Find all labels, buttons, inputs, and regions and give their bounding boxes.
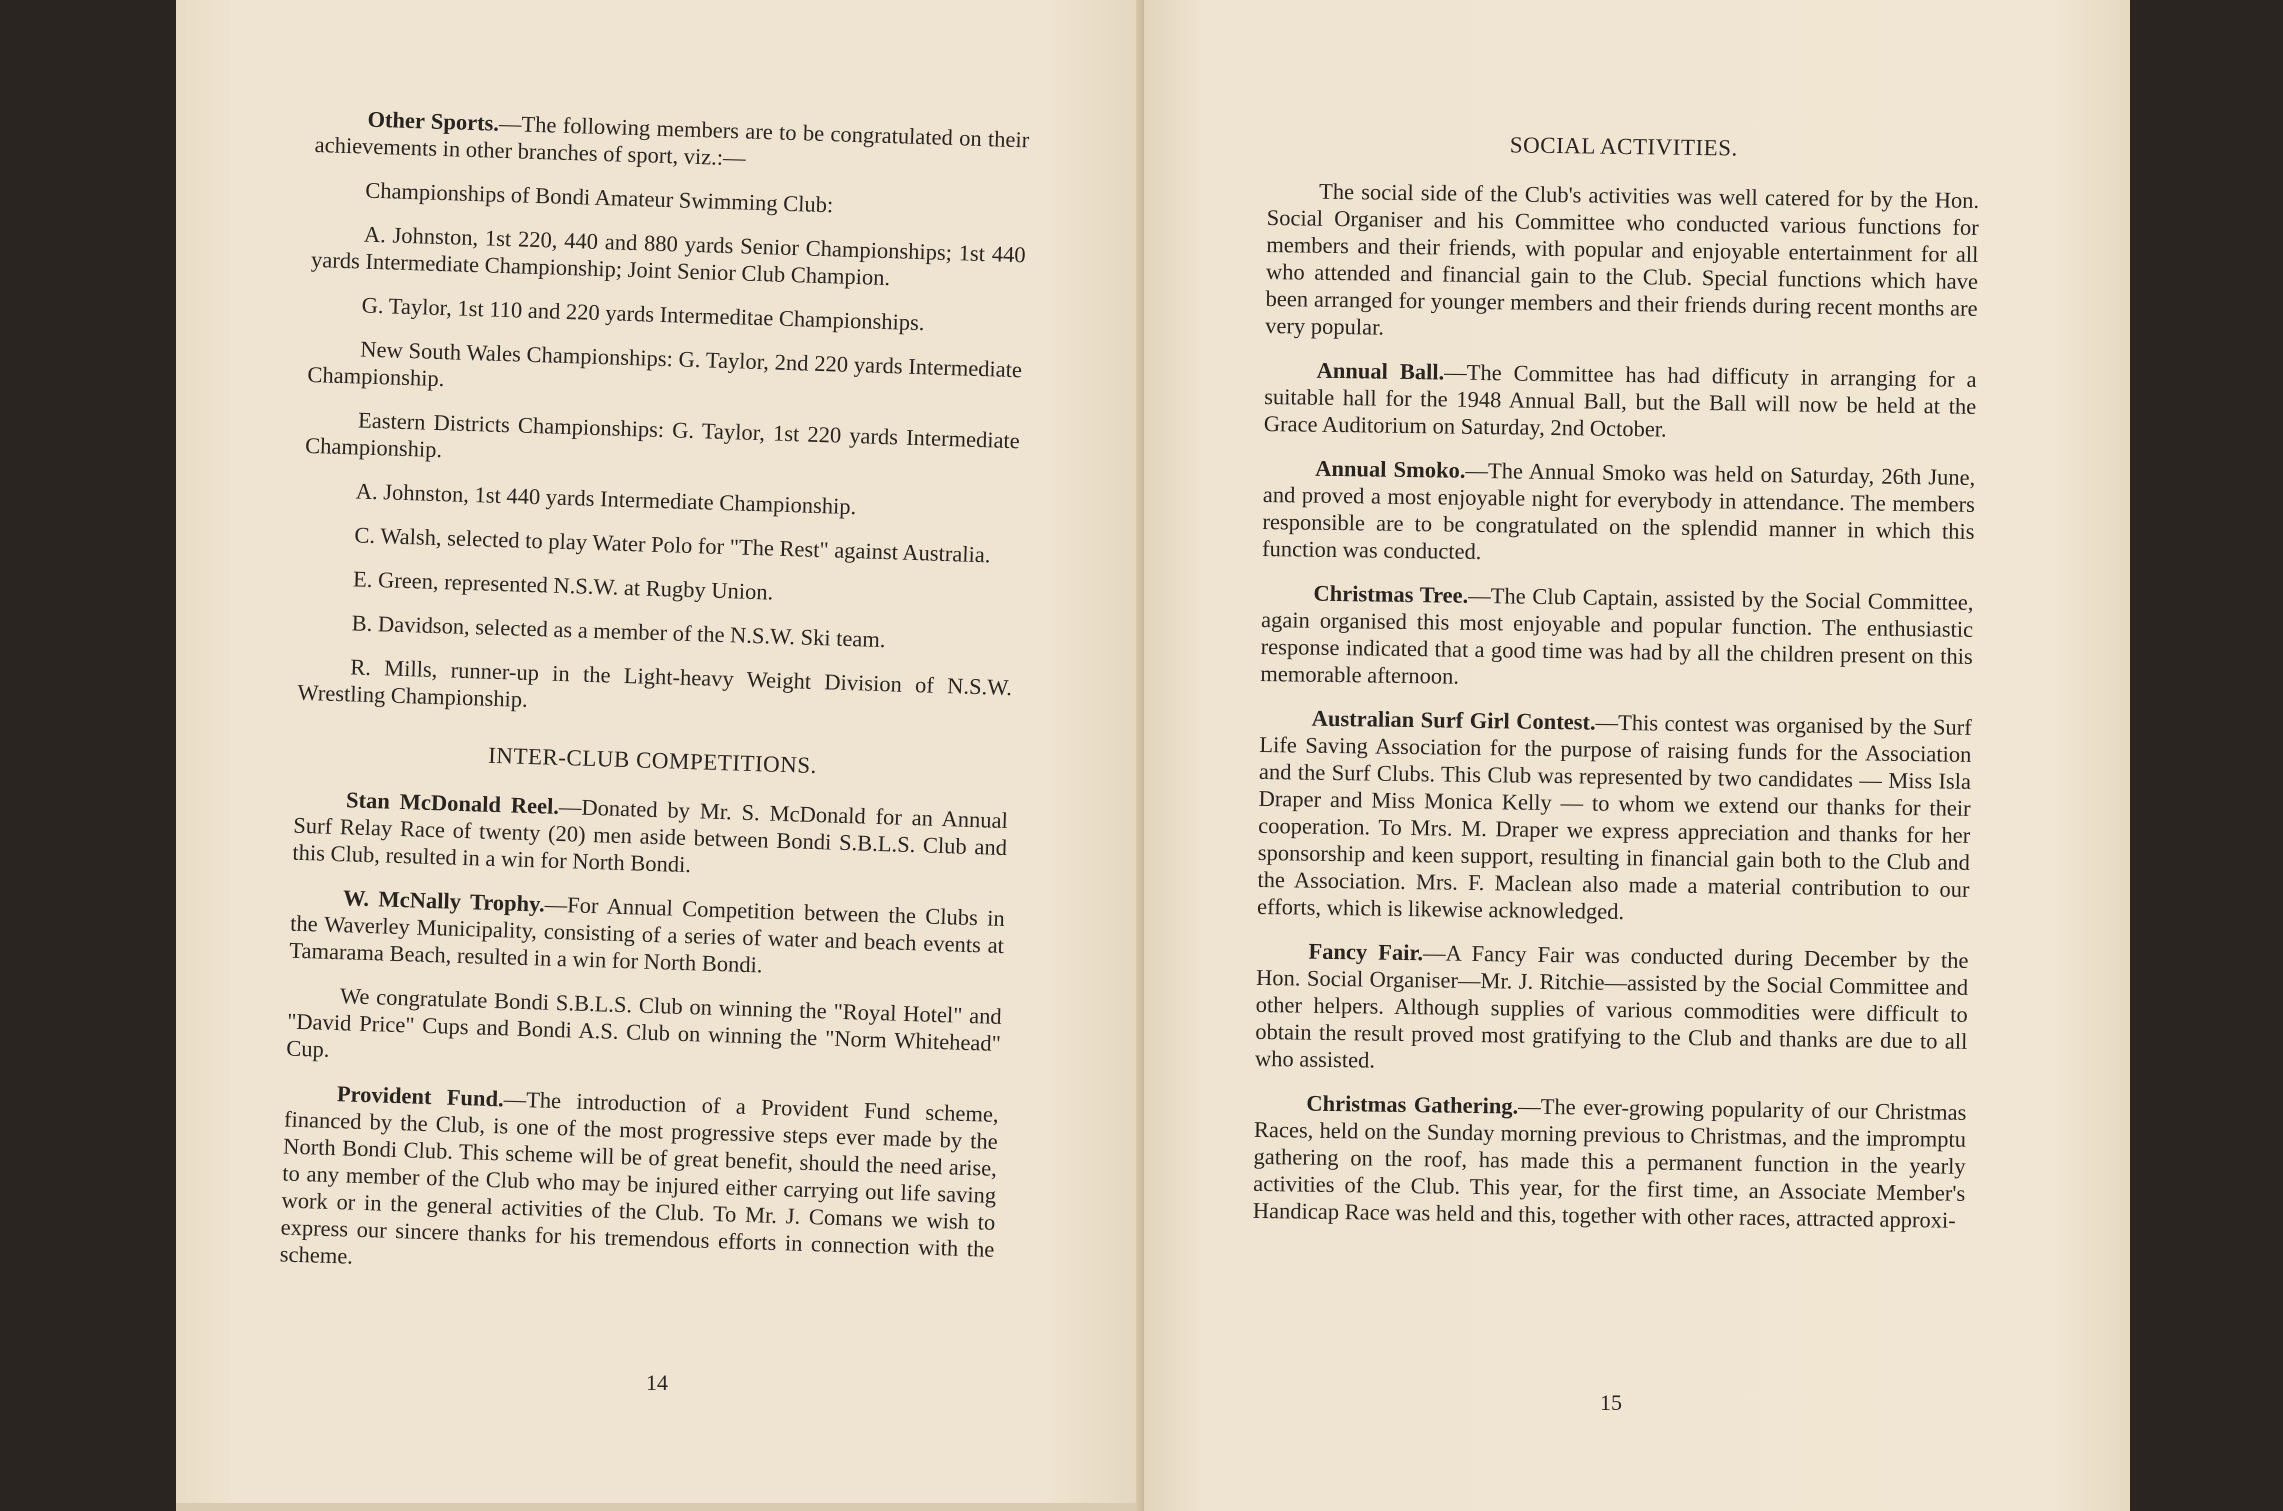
paragraph-heading: Christmas Tree. (1313, 580, 1469, 608)
paragraph-heading: Australian Surf Girl Contest. (1311, 705, 1596, 735)
paragraph-text: —The Committee has had difficuty in arranging for a suitable hall for the 1948 Annual Ball, but the Ball will now be held at the Grace Auditorium on Saturday, 2nd October. (1263, 359, 1977, 442)
paragraph-eastern-districts (305, 405, 1020, 481)
paragraph-mcnally-trophy (289, 883, 1005, 986)
paragraph-fancy-fair (1255, 937, 1969, 1082)
paragraph-surf-girl-contest (1257, 704, 1972, 930)
paragraph-social-intro (1265, 177, 1979, 349)
paragraph-text: B. Davidson, selected as a member of the N.S.W. Ski team. (351, 610, 886, 653)
paragraph-text: —For Annual Competition between the Clubs in the Waverley Municipality, consisting of a series of water and beach events at Tamarama Beach, resulted in a win for North Bondi. (289, 891, 1006, 978)
right-page-text (1252, 128, 1979, 1251)
left-page-text (279, 104, 1030, 1307)
paragraph-text: A. Johnston, 1st 220, 440 and 880 yards Senior Championships; 1st 440 yards Intermediate Championship; Joint Senior Club Champion. (310, 221, 1027, 291)
paragraph-text: The social side of the Club's activities was well catered for by the Hon. Social Organiser and his Committee who conducted various functions for members and their friends, with popular and enjoyable entertainment for all who attended and financial gain to the Club. Special functions which have been arranged for younger members and their friends during recent months are very popular. (1265, 178, 1980, 340)
paragraph-provident-fund (279, 1079, 999, 1290)
right-page (1144, 0, 2130, 1511)
paragraph-other-sports (314, 104, 1029, 180)
paragraph-text: New South Wales Championships: G. Taylor, 2nd 220 yards Intermediate Championship. (307, 336, 1023, 392)
paragraph-text: We congratulate Bondi S.B.L.S. Club on winning the "Royal Hotel" and "David Price" Cups and Bondi A.S. Club on winning the "Norm Whitehead" Cup. (285, 983, 1003, 1062)
paragraph-christmas-tree (1260, 579, 1973, 697)
paragraph-text: Eastern Districts Championships: G. Taylor, 1st 220 yards Intermediate Championship. (304, 407, 1021, 463)
paragraph-annual-smoko (1262, 454, 1975, 572)
page-number: 15 (1600, 1390, 1622, 1415)
paragraph-text: G. Taylor, 1st 110 and 220 yards Intermeditae Championships. (361, 292, 925, 336)
paragraph-davidson-ski (299, 608, 1013, 657)
paragraph-christmas-gathering (1253, 1089, 1967, 1234)
paragraph-text: —The ever-growing popularity of our Christmas Races, held on the Sunday morning previous to Christmas, and the impromptu gathering on the roof, has made this a permanent function in the yearly activities of the Club. This year, for the first time, an Associate Member's Handicap Race was held and this, together with other races, attracted approxi- (1252, 1093, 1967, 1233)
paragraph-heading: Stan McDonald Reel. (345, 787, 560, 819)
paragraph-text: —Donated by Mr. S. McDonald for an Annual Surf Relay Race of twenty (20) men aside between Bondi S.B.L.S. Club and this Club, resulted in a win for North Bondi. (292, 793, 1009, 878)
paragraph-taylor-intermediate (309, 290, 1023, 339)
paragraph-text: —The introduction of a Provident Fund scheme, financed by the Club, is one of the most progressive steps ever made by the North Bondi Club. This scheme will be of great benefit, should the need arise, to any member of the Club who may be injured either carrying out life saving work or in the general activities of the Club. To Mr. J. Comans we wish to express our sincere thanks for his tremendous efforts in connection with the scheme. (279, 1086, 999, 1269)
paragraph-walsh-water-polo (302, 520, 1016, 569)
paragraph-text: —The Club Captain, assisted by the Social Committee, again organised this most enjoyable and popular function. The enthusiastic response indicated that a good time was had by all the children present on this memorable afternoon. (1260, 582, 1974, 689)
paragraph-text: A. Johnston, 1st 440 yards Intermediate Championship. (355, 478, 857, 520)
paragraph-text: E. Green, represented N.S.W. at Rugby Union. (352, 566, 774, 605)
paragraph-johnston-senior (311, 219, 1026, 295)
paragraph-heading: Fancy Fair. (1308, 938, 1424, 966)
paragraph-text: R. Mills, runner-up in the Light-heavy Weight Division of N.S.W. Wrestling Championship. (297, 654, 1013, 712)
paragraph-heading: W. McNally Trophy. (342, 885, 546, 917)
left-page (176, 0, 1144, 1511)
section-title-social-activities: SOCIAL ACTIVITIES. (1509, 132, 1738, 161)
section-title-inter-club: INTER-CLUB COMPETITIONS. (487, 742, 818, 779)
paragraph-mills-wrestling (297, 652, 1012, 728)
paragraph-green-rugby (301, 564, 1015, 613)
paragraph-heading: Other Sports. (367, 106, 500, 136)
paragraph-nsw-championships (307, 334, 1022, 410)
paragraph-text: C. Walsh, selected to play Water Polo for "The Rest" against Australia. (354, 522, 991, 568)
paragraph-heading: Annual Ball. (1316, 357, 1445, 385)
paragraph-heading: Provident Fund. (336, 1081, 505, 1112)
paragraph-johnston-440 (303, 476, 1017, 525)
paragraph-text: —The following members are to be congratulated on their achievements in other branches of sport, viz.:— (314, 110, 1030, 171)
paragraph-text: —The Annual Smoko was held on Saturday, 26th June, and proved a most enjoyable night for everybody in attendance. The members responsible are to be congratulated on the splendid manner in which this function was conducted. (1261, 457, 1976, 565)
page-number: 14 (646, 1370, 668, 1395)
paragraph-championships-bondi (313, 175, 1027, 224)
paragraph-annual-ball (1264, 356, 1977, 447)
paragraph-heading: Annual Smoko. (1315, 455, 1466, 483)
paragraph-congratulate-bondi (286, 981, 1002, 1084)
paragraph-text: Championships of Bondi Amateur Swimming Club: (364, 177, 834, 218)
paragraph-mcdonald-reel (292, 785, 1008, 888)
paragraph-text: —A Fancy Fair was conducted during December by the Hon. Social Organiser—Mr. J. Ritchie—assisted by the Social Committee and other helpers. Although supplies of various commodities were difficult to obtain the result proved most gratifying to the Club and thanks are due to all who assisted. (1254, 940, 1969, 1073)
paragraph-heading: Christmas Gathering. (1306, 1090, 1519, 1119)
paragraph-text: —This contest was organised by the Surf Life Saving Association for the purpose of raising funds for the Association and the Surf Clubs. This Club was represented by two candidates — Miss Isla Draper and Miss Monica Kelly — to whom we extend our thanks for their cooperation. To Mrs. M. Draper we express appreciation and thanks for her sponsorship and keen support, resulting in financial gain both to the Club and the Association. Mrs. F. Maclean also made a material contribution to our efforts, which is likewise acknowledged. (1256, 709, 1972, 925)
